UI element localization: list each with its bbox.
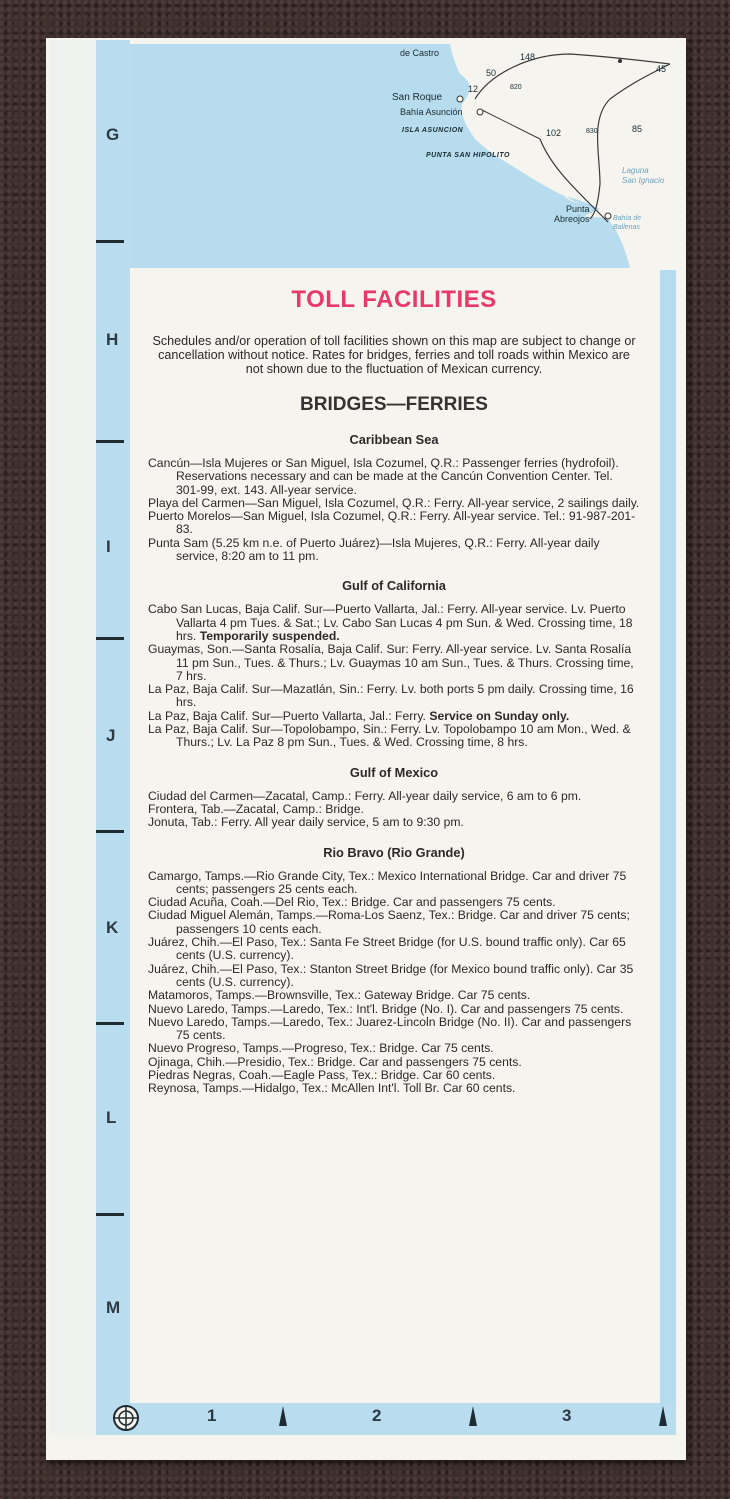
bottom-grid-bar	[96, 1403, 676, 1435]
elevation-label: 830	[586, 128, 598, 135]
grid-tick	[96, 440, 124, 443]
entry	[148, 457, 640, 497]
place-san-roque: San Roque	[392, 92, 443, 103]
section-heading: BRIDGES—FERRIES	[300, 394, 488, 415]
map-land	[130, 44, 676, 268]
place-punta-abreojos: Punta Abreojos	[554, 204, 590, 224]
elevation-label: 820	[510, 84, 522, 91]
grid-arrow-icon	[469, 1406, 477, 1426]
entry-text: Juárez, Chih.—El Paso, Tex.: Stanton Street Bridge (for Mexico bound traffic only). Car 35 cents (U.S. currency).	[148, 961, 634, 989]
grid-letter-h: H	[106, 330, 119, 349]
entry-text: Puerto Morelos—San Miguel, Isla Cozumel, Q.R.: Ferry. All-year service. Tel.: 91-987-201-83.	[148, 509, 636, 537]
entry-text: Ciudad Acuña, Coah.—Del Rio, Tex.: Bridge. Car and passengers 75 cents.	[148, 895, 556, 910]
section	[148, 432, 640, 563]
grid-letter-m: M	[106, 1298, 121, 1317]
left-pale-strip	[50, 40, 96, 1435]
grid-number-1: 1	[207, 1406, 217, 1425]
grid-letter-i: I	[106, 537, 111, 556]
road-number: 12	[468, 84, 479, 94]
map-inset	[130, 44, 676, 268]
entry-text: Piedras Negras, Coah.—Eagle Pass, Tex.: Bridge. Car 60 cents.	[148, 1067, 496, 1082]
entry	[148, 816, 640, 829]
place-laguna-san-ignacio: Laguna San Ignacio	[622, 166, 665, 185]
road-number: 148	[520, 52, 536, 62]
grid-tick	[96, 1022, 124, 1025]
entry	[148, 1069, 640, 1082]
entry	[148, 1056, 640, 1069]
entry-text: Ciudad Miguel Alemán, Tamps.—Roma-Los Saenz, Tex.: Bridge. Car and driver 75 cents; passengers 10 cents each.	[148, 908, 630, 936]
entry-text: Frontera, Tab.—Zacatal, Camp.: Bridge.	[148, 801, 364, 816]
entry	[148, 963, 640, 990]
entry-note: Temporarily suspended.	[199, 628, 340, 643]
entry	[148, 1042, 640, 1055]
entry-text: Juárez, Chih.—El Paso, Tex.: Santa Fe Street Bridge (for U.S. bound traffic only). Car 65 cents (U.S. currency).	[148, 935, 626, 963]
place-punta-san-hipolito: PUNTA SAN HIPOLITO	[426, 152, 510, 159]
entry-text: Playa del Carmen—San Miguel, Isla Cozumel, Q.R.: Ferry. All-year service, 2 sailings daily.	[148, 495, 640, 510]
section	[148, 765, 640, 830]
entry	[148, 803, 640, 816]
entry-text: Guaymas, Son.—Santa Rosalía, Baja Calif. Sur: Ferry. All-year service. Lv. Santa Rosalía 11 pm Sun., Tues. & Thurs.; Lv. Guaymas 10 am Sun., Tues. & Thurs. Crossing time, 7 hrs.	[148, 642, 634, 683]
place-bahia-ballenas: Bahía de Ballenas	[613, 215, 642, 231]
entry-text: Reynosa, Tamps.—Hidalgo, Tex.: McAllen Int'l. Toll Br. Car 60 cents.	[148, 1081, 516, 1096]
grid-tick	[96, 637, 124, 640]
entry	[148, 1016, 640, 1043]
place-de-castro: de Castro	[400, 48, 440, 58]
grid-tick	[96, 1213, 124, 1216]
road-number: 102	[546, 128, 562, 138]
place-bahia-asuncion: Bahía Asunción	[400, 107, 463, 117]
entry	[148, 603, 640, 643]
entry-text: Nuevo Laredo, Tamps.—Laredo, Tex.: Juarez-Lincoln Bridge (No. II). Car and passengers 75 cents.	[148, 1014, 632, 1043]
grid-number-2: 2	[372, 1406, 382, 1425]
entry	[148, 723, 640, 750]
entry-text: Cabo San Lucas, Baja Calif. Sur—Puerto Vallarta, Jal.: Ferry. All-year service. Lv. Puerto Vallarta 4 pm Tues. & Sat.; Lv. Cabo San Lucas 4 pm Sun. & Wed. Crossing time, 18 hrs.	[148, 602, 633, 643]
entry-text: Cancún—Isla Mujeres or San Miguel, Isla Cozumel, Q.R.: Passenger ferries (hydrofoil). Reservations necessary and can be made at the Cancún Convention Center. Tel. 301-99, ext. 143. All-year service.	[148, 456, 619, 497]
right-margin-band	[660, 270, 676, 1410]
section	[148, 578, 640, 749]
grid-letter-g: G	[106, 125, 120, 144]
entry-text: Matamoros, Tamps.—Brownsville, Tex.: Gateway Bridge. Car 75 cents.	[148, 988, 531, 1003]
road-number: 50	[486, 68, 497, 78]
page-title: TOLL FACILITIES	[291, 286, 497, 313]
section-title: Rio Bravo (Rio Grande)	[323, 844, 465, 860]
section-title: Caribbean Sea	[349, 432, 439, 447]
entry-note: Service on Sunday only.	[429, 708, 570, 723]
entry	[148, 909, 640, 936]
entry-text: La Paz, Baja Calif. Sur—Mazatlán, Sin.: Ferry. Lv. both ports 5 pm daily. Crossing time, 16 hrs.	[148, 682, 634, 710]
entry	[148, 936, 640, 963]
place-isla-asuncion: ISLA ASUNCION	[402, 127, 464, 134]
entry	[148, 497, 640, 510]
entry	[148, 989, 640, 1002]
entry	[148, 1003, 640, 1016]
grid-number-3: 3	[562, 1406, 572, 1425]
entry-text: Ciudad del Carmen—Zacatal, Camp.: Ferry. All-year daily service, 6 am to 6 pm.	[148, 788, 582, 803]
entry-text: Jonuta, Tab.: Ferry. All year daily service, 5 am to 9:30 pm.	[148, 815, 464, 830]
grid-arrow-icon	[279, 1406, 287, 1426]
route-shield-icon	[111, 1403, 141, 1433]
entry	[148, 643, 640, 683]
section	[148, 845, 640, 1096]
entry	[148, 896, 640, 909]
grid-tick	[96, 830, 124, 833]
entry-text: Camargo, Tamps.—Rio Grande City, Tex.: Mexico International Bridge. Car and driver 75 cents; passengers 25 cents each.	[148, 868, 627, 896]
grid-letter-k: K	[106, 918, 119, 937]
entry-text: Ojinaga, Chih.—Presidio, Tex.: Bridge. Car and passengers 75 cents.	[148, 1054, 522, 1069]
grid-arrow-icon	[659, 1406, 667, 1426]
entry	[148, 683, 640, 710]
entry-text: Nuevo Progreso, Tamps.—Progreso, Tex.: Bridge. Car 75 cents.	[148, 1041, 494, 1056]
road-number: 85	[632, 124, 643, 134]
entry	[148, 870, 640, 897]
entry	[148, 1082, 640, 1095]
intro-paragraph: Schedules and/or operation of toll facilities shown on this map are subject to change or cancellation without notice. Rates for bridges, ferries and toll roads within Mexico are not shown due to the fluctuation of Mexican currency.	[152, 334, 636, 376]
grid-letter-j: J	[106, 726, 116, 745]
section-title: Gulf of Mexico	[349, 764, 439, 780]
grid-tick	[96, 240, 124, 243]
entry-text: La Paz, Baja Calif. Sur—Puerto Vallarta, Jal.: Ferry.	[148, 708, 430, 723]
entry	[148, 510, 640, 537]
road-number: 45	[656, 64, 667, 74]
sections-container	[148, 432, 640, 1096]
entry-text: Nuevo Laredo, Tamps.—Laredo, Tex.: Int'l. Bridge (No. I). Car and passengers 75 cents.	[148, 1001, 624, 1016]
entry	[148, 537, 640, 564]
grid-letter-l: L	[106, 1108, 117, 1127]
entry-text: Punta Sam (5.25 km n.e. of Puerto Juárez)—Isla Mujeres, Q.R.: Ferry. All-year daily service, 8:20 am to 11 pm.	[148, 535, 600, 564]
entry	[148, 790, 640, 803]
entry	[148, 710, 640, 723]
toll-facilities-panel	[148, 284, 640, 1111]
section-title: Gulf of California	[342, 578, 446, 594]
entry-text: La Paz, Baja Calif. Sur—Topolobampo, Sin.: Ferry. Lv. Topolobampo 10 am Mon., Wed. & Thurs.; Lv. La Paz 8 pm Sun., Tues. & Wed. Crossing time, 8 hrs.	[148, 722, 631, 750]
